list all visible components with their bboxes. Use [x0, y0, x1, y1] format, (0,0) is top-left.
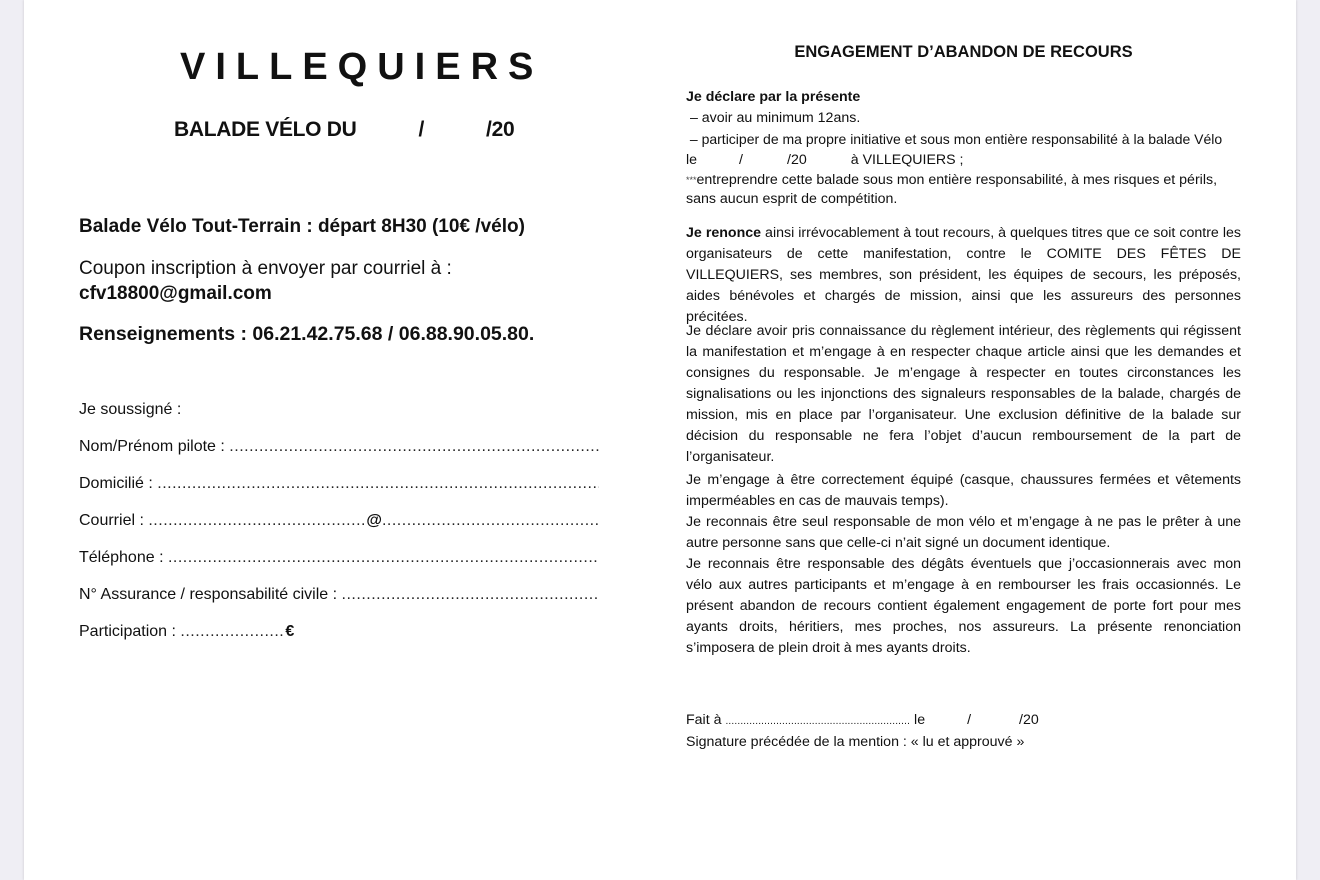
field-email[interactable]: [79, 512, 599, 530]
field-participation-line[interactable]: [180, 623, 285, 641]
bullet-risk: entreprendre cette balade sous mon entière responsabilité, à mes risques et périls, sans aucun esprit de compétition.: [686, 172, 1218, 207]
subtitle-separator: /: [418, 118, 425, 141]
fait-a-line[interactable]: ..............................................................: [725, 716, 911, 727]
contact-phones: Renseignements : 06.21.42.75.68 / 06.88.90.05.80.: [79, 323, 535, 345]
date-place: à VILLEQUIERS ;: [850, 152, 964, 168]
field-phone-label: Téléphone :: [79, 549, 164, 566]
field-phone[interactable]: [79, 549, 599, 567]
field-phone-line[interactable]: [168, 549, 599, 567]
field-address-label: Domicilié :: [79, 475, 153, 492]
document-page: [24, 0, 1296, 880]
renounce-text: ainsi irrévocablement à tout recours, à quelques titres que ce soit contre les organisateurs de cette manifestation, contre le COMITE DES FÊTES DE VILLEQUIERS, ses membres, son président, les équipes de secours, les préposés, aides bénévoles et chargés de mission, ainsi que les assureurs des personnes précitées.: [686, 225, 1241, 325]
signature-year: /20: [1019, 712, 1039, 728]
date-sep: /: [739, 152, 743, 168]
date-year: /20: [787, 152, 807, 168]
renounce-bold: Je renonce: [686, 225, 762, 241]
damage-paragraph: Je reconnais être responsable des dégâts éventuels que j’occasionnerais avec mon vélo aux autres participants et m’engage à en rembourser les frais occasionnés. Le présent abandon de recours contient également engagement de porte fort pour mes ayants droits, héritiers, mes proches, nos assureurs. La présente renonciation s’imposera de plein droit à mes ayants droits.: [686, 556, 1241, 656]
field-name-label: Nom/Prénom pilote :: [79, 438, 225, 455]
signature-sep: /: [967, 712, 972, 728]
bike-paragraph: Je reconnais être seul responsable de mon vélo et m’engage à ne pas le prêter à une autre personne sans que celle-ci n’ait signé un document identique.: [686, 514, 1241, 551]
signature-mention: Signature précédée de la mention : « lu et approuvé »: [686, 734, 1025, 750]
field-email-label: Courriel :: [79, 512, 144, 529]
declaration-block: [686, 87, 1241, 209]
field-name-line[interactable]: [229, 438, 599, 456]
subtitle-prefix: BALADE VÉLO DU: [174, 118, 357, 141]
fait-a-label: Fait à: [686, 712, 722, 728]
field-address-line[interactable]: [157, 475, 599, 493]
rules-paragraph: Je déclare avoir pris connaissance du règlement intérieur, des règlements qui régissent la manifestation et m’engage à en respecter chaque article ainsi que les demandes et consignes du responsable. Je m’engage à respecter en toutes circonstances les signalisations ou les injonctions des signaleurs responsables de la balade, chargés de mission, mis en place par l’organisateur. Une exclusion définitive de la balade sur décision du responsable ne fera l’objet d’aucun remboursement de la part de l’organisateur.: [686, 323, 1241, 465]
equipment-paragraph: Je m’engage à être correctement équipé (casque, chaussures fermées et vêtements imperméables en cas de mauvais temps).: [686, 472, 1241, 509]
field-insurance[interactable]: [79, 586, 599, 604]
field-insurance-label: N° Assurance / responsabilité civile :: [79, 586, 338, 603]
field-insurance-line[interactable]: [342, 586, 599, 604]
ride-info: Balade Vélo Tout-Terrain : départ 8H30 (10€ /vélo): [79, 216, 525, 237]
asterisks: ***: [686, 175, 697, 185]
town-heading: VILLEQUIERS: [180, 46, 544, 88]
declare-heading: Je déclare par la présente: [686, 89, 861, 105]
field-email-line-domain[interactable]: [382, 512, 599, 530]
contact-email: cfv18800@gmail.com: [79, 283, 272, 304]
signature-block: [686, 710, 1241, 753]
field-participation[interactable]: [79, 623, 309, 641]
renounce-paragraph: [686, 223, 1241, 328]
field-email-line-local[interactable]: [148, 512, 366, 530]
euro-sign: €: [285, 623, 295, 640]
at-sign: @: [366, 512, 382, 529]
date-line: [686, 150, 1241, 171]
date-le: le: [686, 152, 698, 168]
field-address[interactable]: [79, 475, 599, 493]
undersigned-label: Je soussigné :: [79, 401, 182, 418]
subtitle-year: /20: [486, 118, 515, 141]
coupon-text: Coupon inscription à envoyer par courriel à :: [79, 258, 452, 279]
bullet-age: – avoir au minimum 12ans.: [686, 110, 861, 126]
field-name[interactable]: [79, 438, 599, 456]
bullet-participate: – participer de ma propre initiative et sous mon entière responsabilité à la balade Vélo: [686, 131, 1223, 147]
ride-date-heading: [174, 118, 514, 142]
field-participation-label: Participation :: [79, 623, 176, 640]
signature-le: le: [914, 712, 926, 728]
waiver-title: ENGAGEMENT D’ABANDON DE RECOURS: [794, 43, 1133, 61]
signature-place-date: [686, 710, 1241, 732]
